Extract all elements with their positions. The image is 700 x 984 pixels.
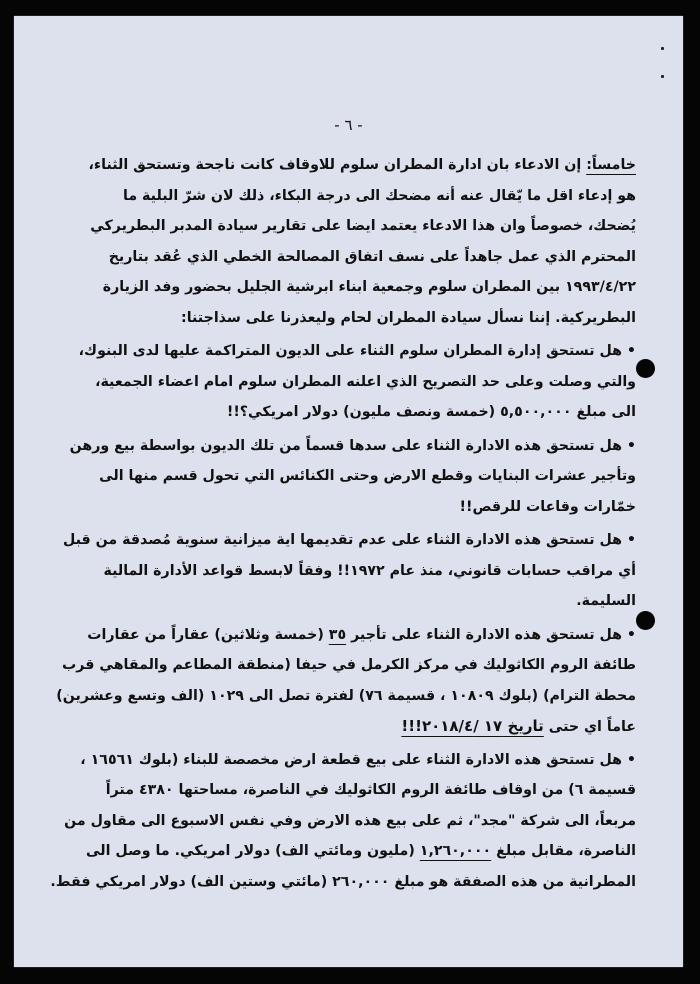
page-number: - ٦ - <box>334 116 363 134</box>
text-line: السليمة. <box>576 593 636 609</box>
document-page <box>14 16 683 967</box>
document-body <box>50 150 636 897</box>
text-line: طائفة الروم الكاثوليك في مركز الكرمل في حيفا (منطقة المطاعم والمقاهي قرب <box>62 657 636 673</box>
text-line: يُضحك، خصوصاً وان هذا الادعاء يعتمد ايضا على تقارير سيادة المدبر البطريركي <box>90 218 636 234</box>
underlined-date: تاريخ ١٧ /٢٠١٨/٤!!! <box>401 717 544 735</box>
bullet-line: • هل تستحق هذه الادارة الثناء على عدم تقديمها اية ميزانية سنوية مُصدقة من قبل <box>62 532 636 548</box>
text-span: إن الادعاء بان ادارة المطران سلوم للاوقاف كانت ناجحة وتستحق الثناء، <box>88 157 582 173</box>
underlined-number: ٣٥ <box>328 626 347 643</box>
text-line <box>85 836 636 867</box>
text-line: الى مبلغ ٥,٥٠٠,٠٠٠ (خمسة ونصف مليون) دولار امريكي؟!! <box>226 404 636 420</box>
text-span: (مليون ومائتي الف) دولار امريكي. ما وصل الى <box>85 843 415 859</box>
text-line: ١٩٩٣/٤/٢٢ بين المطران سلوم وجمعية ابناء ابرشية الجليل بحضور وفد الزيارة <box>102 279 636 295</box>
text-line: محطة الترام) (بلوك ١٠٨٠٩ ، قسيمة ٧٦) لفترة تصل الى ١٠٢٩ (الف وتسع وعشرين) <box>56 687 636 704</box>
scan-speck <box>661 47 664 50</box>
text-line: هو إدعاء اقل ما يّقال عنه أنه مضحك الى درجة البكاء، ذلك لان شرّ البلية ما <box>123 187 636 204</box>
text-span: عاماً اي حتى <box>548 719 636 735</box>
section-heading: خامساً: <box>586 157 636 173</box>
text-line: المحترم الذي عمل جاهداً على نسف اتفاق المصالحة الخطي الذي عُقد بتاريخ <box>108 248 636 265</box>
punch-hole-top <box>636 359 655 378</box>
bullet-line: • هل تستحق إدارة المطران سلوم الثناء على الديون المتراكمة عليها لدى البنوك، <box>78 343 636 359</box>
text-line: وتأجير عشرات البنايات وقطع الارض وحتى الكنائس التي تحول قسم منها الى <box>99 468 636 484</box>
bullet-line <box>87 620 636 651</box>
punch-hole-bottom <box>636 611 655 630</box>
text-span: (خمسة وثلاثين) عقاراً من عقارات <box>87 626 324 643</box>
bullet-line: • هل تستحق هذه الادارة الثناء على بيع قطعة ارض مخصصة للبناء (بلوك ١٦٥٦١ ، <box>80 751 636 768</box>
bullet-line: • هل تستحق هذه الادارة الثناء على سدها قسماً من تلك الديون بواسطة بيع ورهن <box>69 437 636 454</box>
underlined-amount: ١,٢٦٠,٠٠٠ <box>419 843 492 859</box>
text-line: أي مراقب حسابات قانوني، منذ عام ١٩٧٢!! وفقاً لابسط قواعد الأدارة المالية <box>103 562 636 579</box>
text-line: البطريركية. إننا نسأل سيادة المطران لحام وليعذرنا على سذاجتنا: <box>181 309 636 326</box>
text-line: قسيمة ٦) من اوقاف طائفة الروم الكاثوليك في الناصرة، مساحتها ٤٣٨٠ متراً <box>105 782 636 798</box>
text-span: • هل تستحق هذه الادارة الثناء على تأجير <box>351 626 636 643</box>
text-line <box>88 150 636 181</box>
scan-speck <box>661 75 664 78</box>
text-line: والتي وصلت وعلى حد التصريح الذي اعلنه المطران سلوم امام اعضاء الجمعية، <box>95 373 636 390</box>
text-line: مربعاً، الى شركة "مجد"، ثم على بيع هذه الارض وفي نفس الاسبوع الى مقاول من <box>64 812 636 829</box>
text-line: المطرانية من هذه الصفقة هو مبلغ ٢٦٠,٠٠٠ (مائتي وستين الف) دولار امريكي فقط. <box>50 873 636 890</box>
text-line <box>143 711 636 742</box>
text-span: الناصرة، مقابل مبلغ <box>496 843 636 859</box>
text-line: خمّارات وقاعات للرقص!! <box>459 498 636 515</box>
